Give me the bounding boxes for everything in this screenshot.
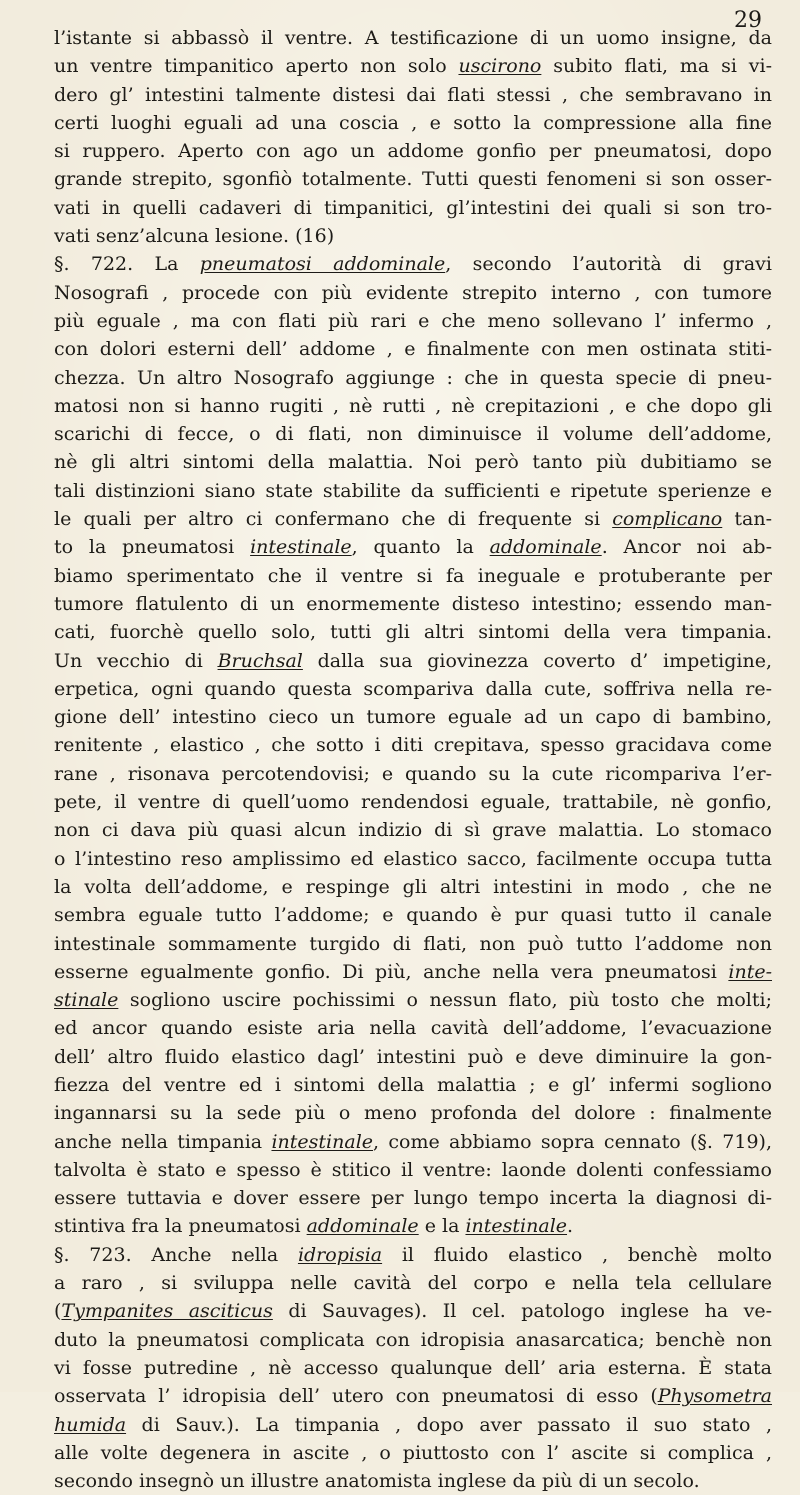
text-run: dell’ altro fluido elastico dagl’ intestini può e deve diminuire la gon- (54, 1045, 772, 1068)
text-line (54, 250, 772, 278)
text-line (54, 731, 772, 759)
italic-term: uscirono (458, 55, 542, 78)
text-run: tumore flatulento di un enormemente disteso intestino; essendo man- (54, 592, 772, 615)
text-line (54, 279, 772, 307)
body-text (54, 24, 772, 1495)
text-line (54, 647, 772, 675)
text-run: di Sauvages). Il cel. patologo inglese ha ve- (272, 1300, 772, 1323)
text-run: si ruppero. Aperto con ago un addome gonfio per pneumatosi, dopo (54, 140, 772, 163)
text-line (54, 364, 772, 392)
text-run: , quanto la (351, 536, 490, 559)
text-run: . Ancor noi ab- (601, 536, 772, 559)
text-run: scarichi di fecce, o di flati, non diminuisce il volume dell’addome, (54, 423, 772, 446)
text-line (54, 222, 772, 250)
text-run: e la (418, 1215, 466, 1238)
text-run: con dolori esterni dell’ addome , e finalmente con men ostinata stiti- (54, 338, 772, 361)
text-run: un ventre timpanitico aperto non solo (54, 55, 459, 78)
text-line (54, 24, 772, 52)
text-run: più eguale , ma con flati più rari e che meno sollevano l’ infermo , (54, 309, 772, 332)
text-run: chezza. Un altro Nosografo aggiunge : che in questa specie di pneu- (54, 366, 772, 389)
italic-term: addominale (489, 536, 602, 559)
text-run: Nosografi , procede con più evidente strepito interno , con tumore (54, 281, 772, 304)
text-run: alle volte degenera in ascite , o piuttosto con l’ ascite si complica , (54, 1441, 772, 1464)
text-run: ( (54, 1300, 62, 1323)
text-line (54, 52, 772, 80)
text-run: . (567, 1215, 574, 1238)
text-line (54, 675, 772, 703)
italic-term: addominale (306, 1215, 419, 1238)
text-run: , secondo l’autorità di gravi (445, 253, 772, 276)
text-line (54, 137, 772, 165)
text-run: to la pneumatosi (54, 536, 251, 559)
italic-term: intestinale (465, 1215, 568, 1238)
italic-term: intestinale (271, 1130, 374, 1153)
text-run: dalla sua giovinezza coverto d’ impetigine, (302, 649, 772, 672)
text-run: fiezza del ventre ed i sintomi della malattia ; e gl’ infermi sogliono (54, 1073, 772, 1096)
text-run: §. 722. La (54, 253, 200, 276)
text-run: nè gli altri sintomi della malattia. Noi però tanto più dubitiamo se (54, 451, 772, 474)
text-line (54, 505, 772, 533)
text-line (54, 1326, 772, 1354)
text-run: rane , risonava percotendovisi; e quando su la cute ricompariva l’er- (54, 762, 772, 785)
text-run: esserne egualmente gonfio. Di più, anche nella vera pneumatosi (54, 960, 729, 983)
text-line (54, 1014, 772, 1042)
text-line (54, 986, 772, 1014)
italic-term: Bruchsal (217, 649, 303, 672)
text-run: essere tuttavia e dover essere per lungo tempo incerta la diagnosi di- (54, 1187, 772, 1210)
text-run: secondo insegnò un illustre anatomista inglese da più di un secolo. (54, 1470, 700, 1493)
text-line (54, 901, 772, 929)
text-run: duto la pneumatosi complicata con idropisia anasarcatica; benchè non (54, 1328, 772, 1351)
text-line (54, 194, 772, 222)
text-line (54, 1241, 772, 1269)
text-line (54, 165, 772, 193)
text-line (54, 590, 772, 618)
text-line (54, 1467, 772, 1495)
text-run: l’istante si abbassò il ventre. A testificazione di un uomo insigne, da (54, 27, 772, 49)
text-line (54, 1071, 772, 1099)
text-line (54, 703, 772, 731)
text-run: subito flati, ma si vi- (541, 55, 772, 78)
italic-term: Tympanites asciticus (61, 1300, 273, 1323)
italic-term: intestinale (250, 536, 352, 559)
italic-term: pneumatosi addominale (199, 253, 446, 276)
text-line (54, 1043, 772, 1071)
text-line (54, 477, 772, 505)
text-run: matosi non si hanno rugiti , nè rutti , nè crepitazioni , e che dopo gli (54, 394, 772, 417)
text-line (54, 420, 772, 448)
text-run: di Sauv.). La timpania , dopo aver passato il suo stato , (126, 1413, 772, 1436)
page-number: 29 (734, 8, 762, 33)
text-line (54, 816, 772, 844)
text-run: gione dell’ intestino cieco un tumore eguale ad un capo di bambino, (54, 706, 772, 729)
text-line (54, 307, 772, 335)
text-line (54, 81, 772, 109)
text-line (54, 1156, 772, 1184)
text-line (54, 845, 772, 873)
text-line (54, 1128, 772, 1156)
text-line (54, 448, 772, 476)
text-run: Un vecchio di (54, 649, 218, 672)
text-run: talvolta è stato e spesso è stitico il ventre: laonde dolenti confessiamo (54, 1158, 772, 1181)
text-line (54, 1184, 772, 1212)
text-run: osservata l’ idropisia dell’ utero con pneumatosi di esso ( (54, 1385, 658, 1408)
text-line (54, 1439, 772, 1467)
text-line (54, 335, 772, 363)
text-run: sembra eguale tutto l’addome; e quando è pur quasi tutto il canale (54, 904, 772, 927)
text-run: ed ancor quando esiste aria nella cavità dell’addome, l’evacuazione (54, 1017, 772, 1040)
text-line (54, 392, 772, 420)
italic-term: humida (54, 1413, 127, 1436)
text-run: anche nella timpania (54, 1130, 272, 1153)
text-line (54, 1297, 772, 1325)
text-line (54, 760, 772, 788)
italic-term: complicano (612, 508, 723, 531)
italic-term: stinale (54, 989, 119, 1012)
text-run: dero gl’ intestini talmente distesi dai flati stessi , che sembravano in (54, 83, 772, 106)
text-run: la volta dell’addome, e respinge gli altri intestini in modo , che ne (54, 875, 772, 898)
text-line (54, 533, 772, 561)
text-line (54, 788, 772, 816)
text-run: tali distinzioni siano state stabilite da sufficienti e ripetute sperienze e (54, 479, 772, 502)
text-run: tan- (722, 508, 772, 531)
text-line (54, 1269, 772, 1297)
text-run: §. 723. Anche nella (54, 1243, 298, 1266)
text-line (54, 1354, 772, 1382)
text-run: sogliono uscire pochissimi o nessun flato, più tosto che molti; (118, 989, 772, 1012)
text-run: o l’intestino reso amplissimo ed elastico sacco, facilmente occupa tutta (54, 847, 772, 870)
text-run: a raro , si sviluppa nelle cavità del corpo e nella tela cellulare (54, 1272, 772, 1295)
text-line (54, 562, 772, 590)
text-line (54, 930, 772, 958)
text-run: cati, fuorchè quello solo, tutti gli altri sintomi della vera timpania. (54, 621, 772, 644)
text-run: certi luoghi eguali ad una coscia , e sotto la compressione alla fine (54, 111, 772, 134)
text-run: renitente , elastico , che sotto i diti crepitava, spesso gracidava come (54, 734, 772, 757)
text-run: ingannarsi su la sede più o meno profonda del dolore : finalmente (54, 1102, 772, 1125)
text-run: il fluido elastico , benchè molto (382, 1243, 772, 1266)
text-line (54, 109, 772, 137)
text-line (54, 958, 772, 986)
text-line (54, 1099, 772, 1127)
italic-term: Physometra (657, 1385, 772, 1408)
text-run: intestinale sommamente turgido di flati, non può tutto l’addome non (54, 932, 772, 955)
text-run: erpetica, ogni quando questa scompariva dalla cute, soffriva nella re- (54, 677, 772, 700)
text-line (54, 618, 772, 646)
text-run: vati in quelli cadaveri di timpanitici, gl’intestini dei quali si son tro- (54, 196, 772, 219)
text-run: le quali per altro ci confermano che di frequente si (54, 508, 613, 531)
text-run: , come abbiamo sopra cennato (§. 719), (373, 1130, 772, 1153)
text-line (54, 1411, 772, 1439)
text-run: grande strepito, sgonfiò totalmente. Tutti questi fenomeni si son osser- (54, 168, 772, 191)
italic-term: inte- (728, 960, 772, 983)
text-run: vi fosse putredine , nè accesso qualunque dell’ aria esterna. È stata (54, 1356, 772, 1379)
text-line (54, 873, 772, 901)
text-run: stintiva fra la pneumatosi (54, 1215, 307, 1238)
text-run: biamo sperimentato che il ventre si fa ineguale e protuberante per (54, 564, 772, 587)
text-line (54, 1382, 772, 1410)
text-run: pete, il ventre di quell’uomo rendendosi eguale, trattabile, nè gonfio, (54, 791, 772, 814)
text-line (54, 1212, 772, 1240)
italic-term: idropisia (297, 1243, 383, 1266)
text-run: vati senz’alcuna lesione. (16) (54, 225, 335, 248)
text-run: non ci dava più quasi alcun indizio di sì grave malattia. Lo stomaco (54, 819, 772, 842)
